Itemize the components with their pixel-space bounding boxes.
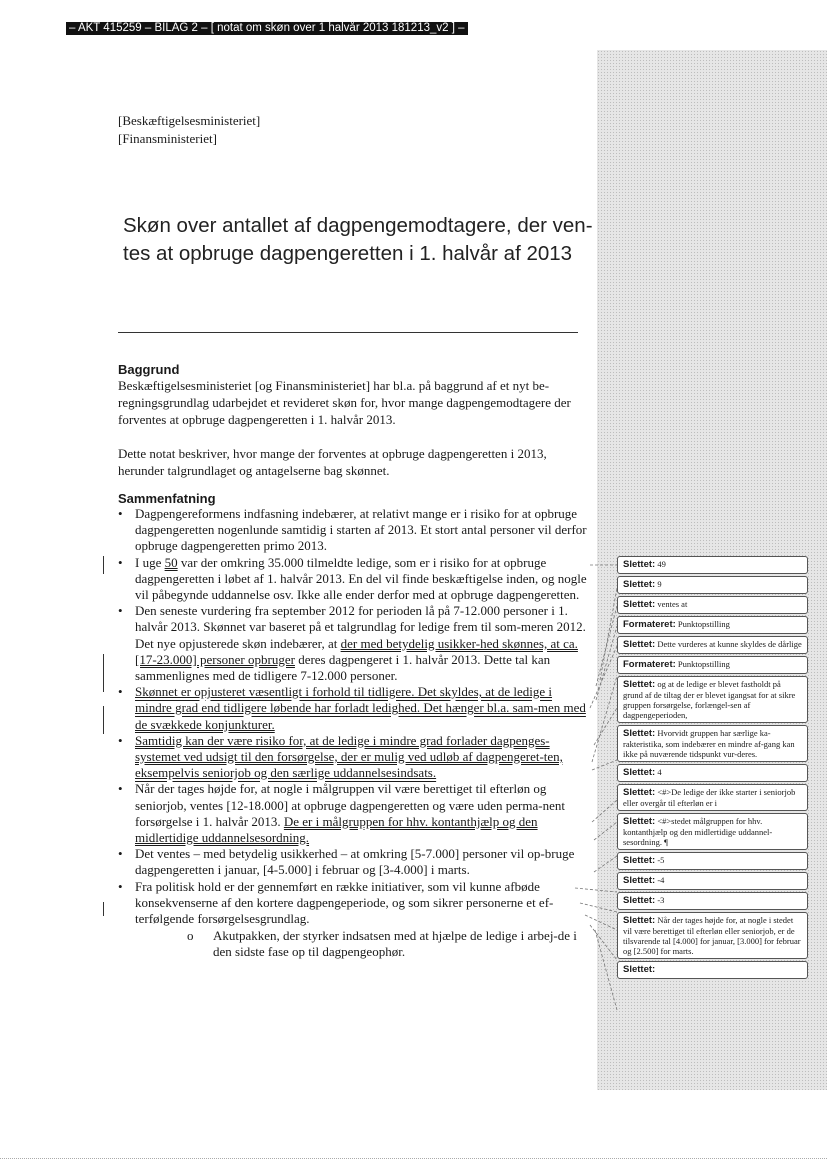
- comment-text: <#>De ledige der ikke starter i seniorjob eller overgår til efterløn er i: [623, 787, 796, 808]
- comment-balloon[interactable]: [617, 636, 808, 654]
- comment-label: Slettet:: [623, 787, 656, 798]
- comment-label: Slettet:: [623, 767, 656, 778]
- comment-label: Slettet:: [623, 559, 656, 570]
- bullet-text: var der omkring 35.000 tilmeldte ledige, som er i risiko for at opbruge dagpengeretten i løbet af 1. halvår 2013. En del vil finde beskæftigelse inden, og nogle vil påbegynde uddannelse osv. Ikke alle ender derfor med at opbruge dagpengeretten.: [135, 554, 587, 603]
- comment-balloon[interactable]: [617, 764, 808, 782]
- baggrund-paragraph-2: Dette notat beskriver, hvor mange der forventes at opbruge dagpengeretten i 2013, herunder talgrundlaget og antagelserne bag skønnet.: [118, 446, 547, 478]
- comment-balloon-column: [617, 556, 808, 981]
- bullet-text: Når der tages højde for, at nogle i målgruppen vil være berettiget til efterløn og seniorjob, ventes [12-18.000] at opbruge dagpengeretten og være uden perma-nent forsørgelse i 1. halvår 2013.: [135, 781, 565, 829]
- comment-text: 4: [657, 767, 662, 777]
- document-title: Skøn over antallet af dagpengemodtagere, der ven-tes at opbruge dagpengeretten i 1. halvår af 2013: [123, 214, 593, 265]
- bullet-icon: •: [118, 684, 123, 700]
- comment-label: Slettet:: [623, 964, 656, 975]
- inserted-text: 50: [164, 554, 178, 570]
- comment-label: Formateret:: [623, 659, 676, 670]
- bullet-icon: •: [118, 781, 123, 797]
- bullet-icon: •: [118, 506, 123, 521]
- comment-balloon[interactable]: [617, 892, 808, 910]
- comment-label: Slettet:: [623, 816, 656, 827]
- comment-balloon[interactable]: [617, 576, 808, 594]
- inserted-text: der med betydelig usikker-hed skønnes, at ca. [17-23.000] personer opbruger: [135, 635, 578, 667]
- comment-text: <#>stedet målgruppen for hhv. kontanthjælp og den midlertidige uddannel-sesordning. ¶: [623, 816, 773, 847]
- circle-bullet-icon: o: [187, 928, 194, 944]
- inserted-text: Samtidig kan der være risiko for, at de ledige i mindre grad forlader dagpenges-systemet ved udsigt til den forsørgelse, der er mulig ved udløb af dagpengeret-ten, eksempelvis seniorjob og den særlige uddannelsesindsats.: [135, 732, 563, 781]
- comment-label: Slettet:: [623, 639, 656, 650]
- section-heading-baggrund: Baggrund: [118, 362, 180, 377]
- bullet-text: Det ventes – med betydelig usikkerhed – at omkring [5-7.000] personer vil op-bruge dagpengeretten i januar, [4-5.000] i februar og [3-4.000] i marts.: [135, 846, 575, 878]
- comment-balloon[interactable]: [617, 784, 808, 811]
- comment-balloon[interactable]: [617, 912, 808, 959]
- comment-text: Dette vurderes at kunne skyldes de dårlige: [657, 639, 802, 649]
- sub-bullet-text: Akutpakken, der styrker indsatsen med at hjælpe de ledige i arbej-de i den sidste fase op til dagpengeophør.: [213, 928, 577, 960]
- comment-label: Formateret:: [623, 619, 676, 630]
- bullet-text: Dagpengereformens indfasning indebærer, at relativt mange er i risiko for at opbruge dagpengeretten nogenlunde samtidig i starten af 2013. Et stort antal personer vil derfor opbruge dagpengeretten primo 2013.: [135, 506, 587, 554]
- comment-balloon[interactable]: [617, 656, 808, 674]
- section-heading-sammenfatning: Sammenfatning: [118, 491, 216, 506]
- bullet-text: deres dagpengeret i 1. halvår 2013. Dette tal kan sammenlignes med de tidligere 7-12.000 personer.: [135, 651, 551, 684]
- inserted-text: Skønnet er opjusteret væsentligt i forhold til tidligere. Det skyldes, at de ledige i mindre grad end tidligere løbende har forladt ledighed. Det hænger bl.a. sam-men med de svækkede konjunkturer.: [135, 684, 586, 732]
- comment-text: -4: [657, 875, 665, 885]
- comment-label: Slettet:: [623, 895, 656, 906]
- comment-text: Punktopstilling: [677, 659, 730, 669]
- comment-label: Slettet:: [623, 679, 656, 690]
- organization-line: [Finansministeriet]: [118, 131, 217, 146]
- comment-text: ventes at: [657, 599, 688, 609]
- bullet-icon: •: [118, 603, 123, 619]
- comment-text: Hvorvidt gruppen har særlige ka-rakteristika, som indebærer en mindre af-gang kan ikke på nuværende tidspunkt vur-deres.: [623, 728, 795, 759]
- comment-balloon[interactable]: [617, 813, 808, 850]
- comment-label: Slettet:: [623, 855, 656, 866]
- comment-label: Slettet:: [623, 579, 656, 590]
- organization-line: [Beskæftigelsesministeriet]: [118, 113, 261, 128]
- comment-text: 49: [657, 559, 666, 569]
- comment-text: 9: [657, 579, 662, 589]
- bullet-text: Fra politisk hold er der gennemført en række initiativer, som vil kunne afbøde konsekvenserne af den kortere dagpengeperiode, og som sikrer personerne et ef-terfølgende forsørgelsesgrundlag.: [135, 878, 554, 927]
- comment-text: Punktopstilling: [677, 619, 730, 629]
- comment-text: -3: [657, 895, 665, 905]
- bullet-text: I uge: [135, 554, 165, 570]
- comment-label: Slettet:: [623, 599, 656, 610]
- bullet-icon: •: [118, 732, 123, 748]
- inserted-text: De er i målgruppen for hhv. kontanthjælp og den midlertidige uddannelsesordning.: [135, 813, 538, 846]
- comment-balloon[interactable]: [617, 852, 808, 870]
- bullet-icon: •: [118, 846, 123, 862]
- comment-balloon[interactable]: [617, 616, 808, 634]
- comment-balloon[interactable]: [617, 676, 808, 723]
- comment-balloon[interactable]: [617, 725, 808, 762]
- comment-balloon[interactable]: [617, 596, 808, 614]
- bullet-text: Den seneste vurdering fra september 2012 for perioden lå på 7-12.000 personer i 1. halvår 2013. Skønnet var baseret på et talgrundlag for ledige frem til som-meren 2012. Det nye opjusterede skøn indebærer, at: [135, 603, 586, 651]
- bullet-icon: •: [118, 554, 123, 570]
- comment-label: Slettet:: [623, 875, 656, 886]
- document-header-label: – AKT 415259 – BILAG 2 – [ notat om skøn over 1 halvår 2013 181213_v2 ] –: [66, 22, 468, 35]
- comment-balloon[interactable]: [617, 872, 808, 890]
- bullet-icon: •: [118, 878, 123, 894]
- comment-label: Slettet:: [623, 728, 656, 739]
- comment-balloon[interactable]: [617, 961, 808, 979]
- comment-label: Slettet:: [623, 915, 656, 926]
- baggrund-paragraph-1: Beskæftigelsesministeriet [og Finansministeriet] har bl.a. på baggrund af et nyt be-regningsgrundlag udarbejdet et revideret skøn for, hvor mange dagpengemodtagere der forventes at opbruge dagpengeretten i 1. halvår 2013.: [118, 378, 571, 427]
- comment-text: -5: [657, 855, 665, 865]
- comment-balloon[interactable]: [617, 556, 808, 574]
- comment-text: og at de ledige er blevet fastholdt på grund af de tiltag der er blevet igangsat for at sikre gruppen forsørgelse, forlængel-sen af dagpengeperioden,: [623, 679, 796, 720]
- comment-text: Når der tages højde for, at nogle i stedet vil være berettiget til efterløn eller seniorjob, er de tilsvarende tal [4.000] for januar, [3.000] for februar og [2.500] for marts.: [623, 915, 801, 956]
- page-bottom-edge: [0, 1158, 827, 1159]
